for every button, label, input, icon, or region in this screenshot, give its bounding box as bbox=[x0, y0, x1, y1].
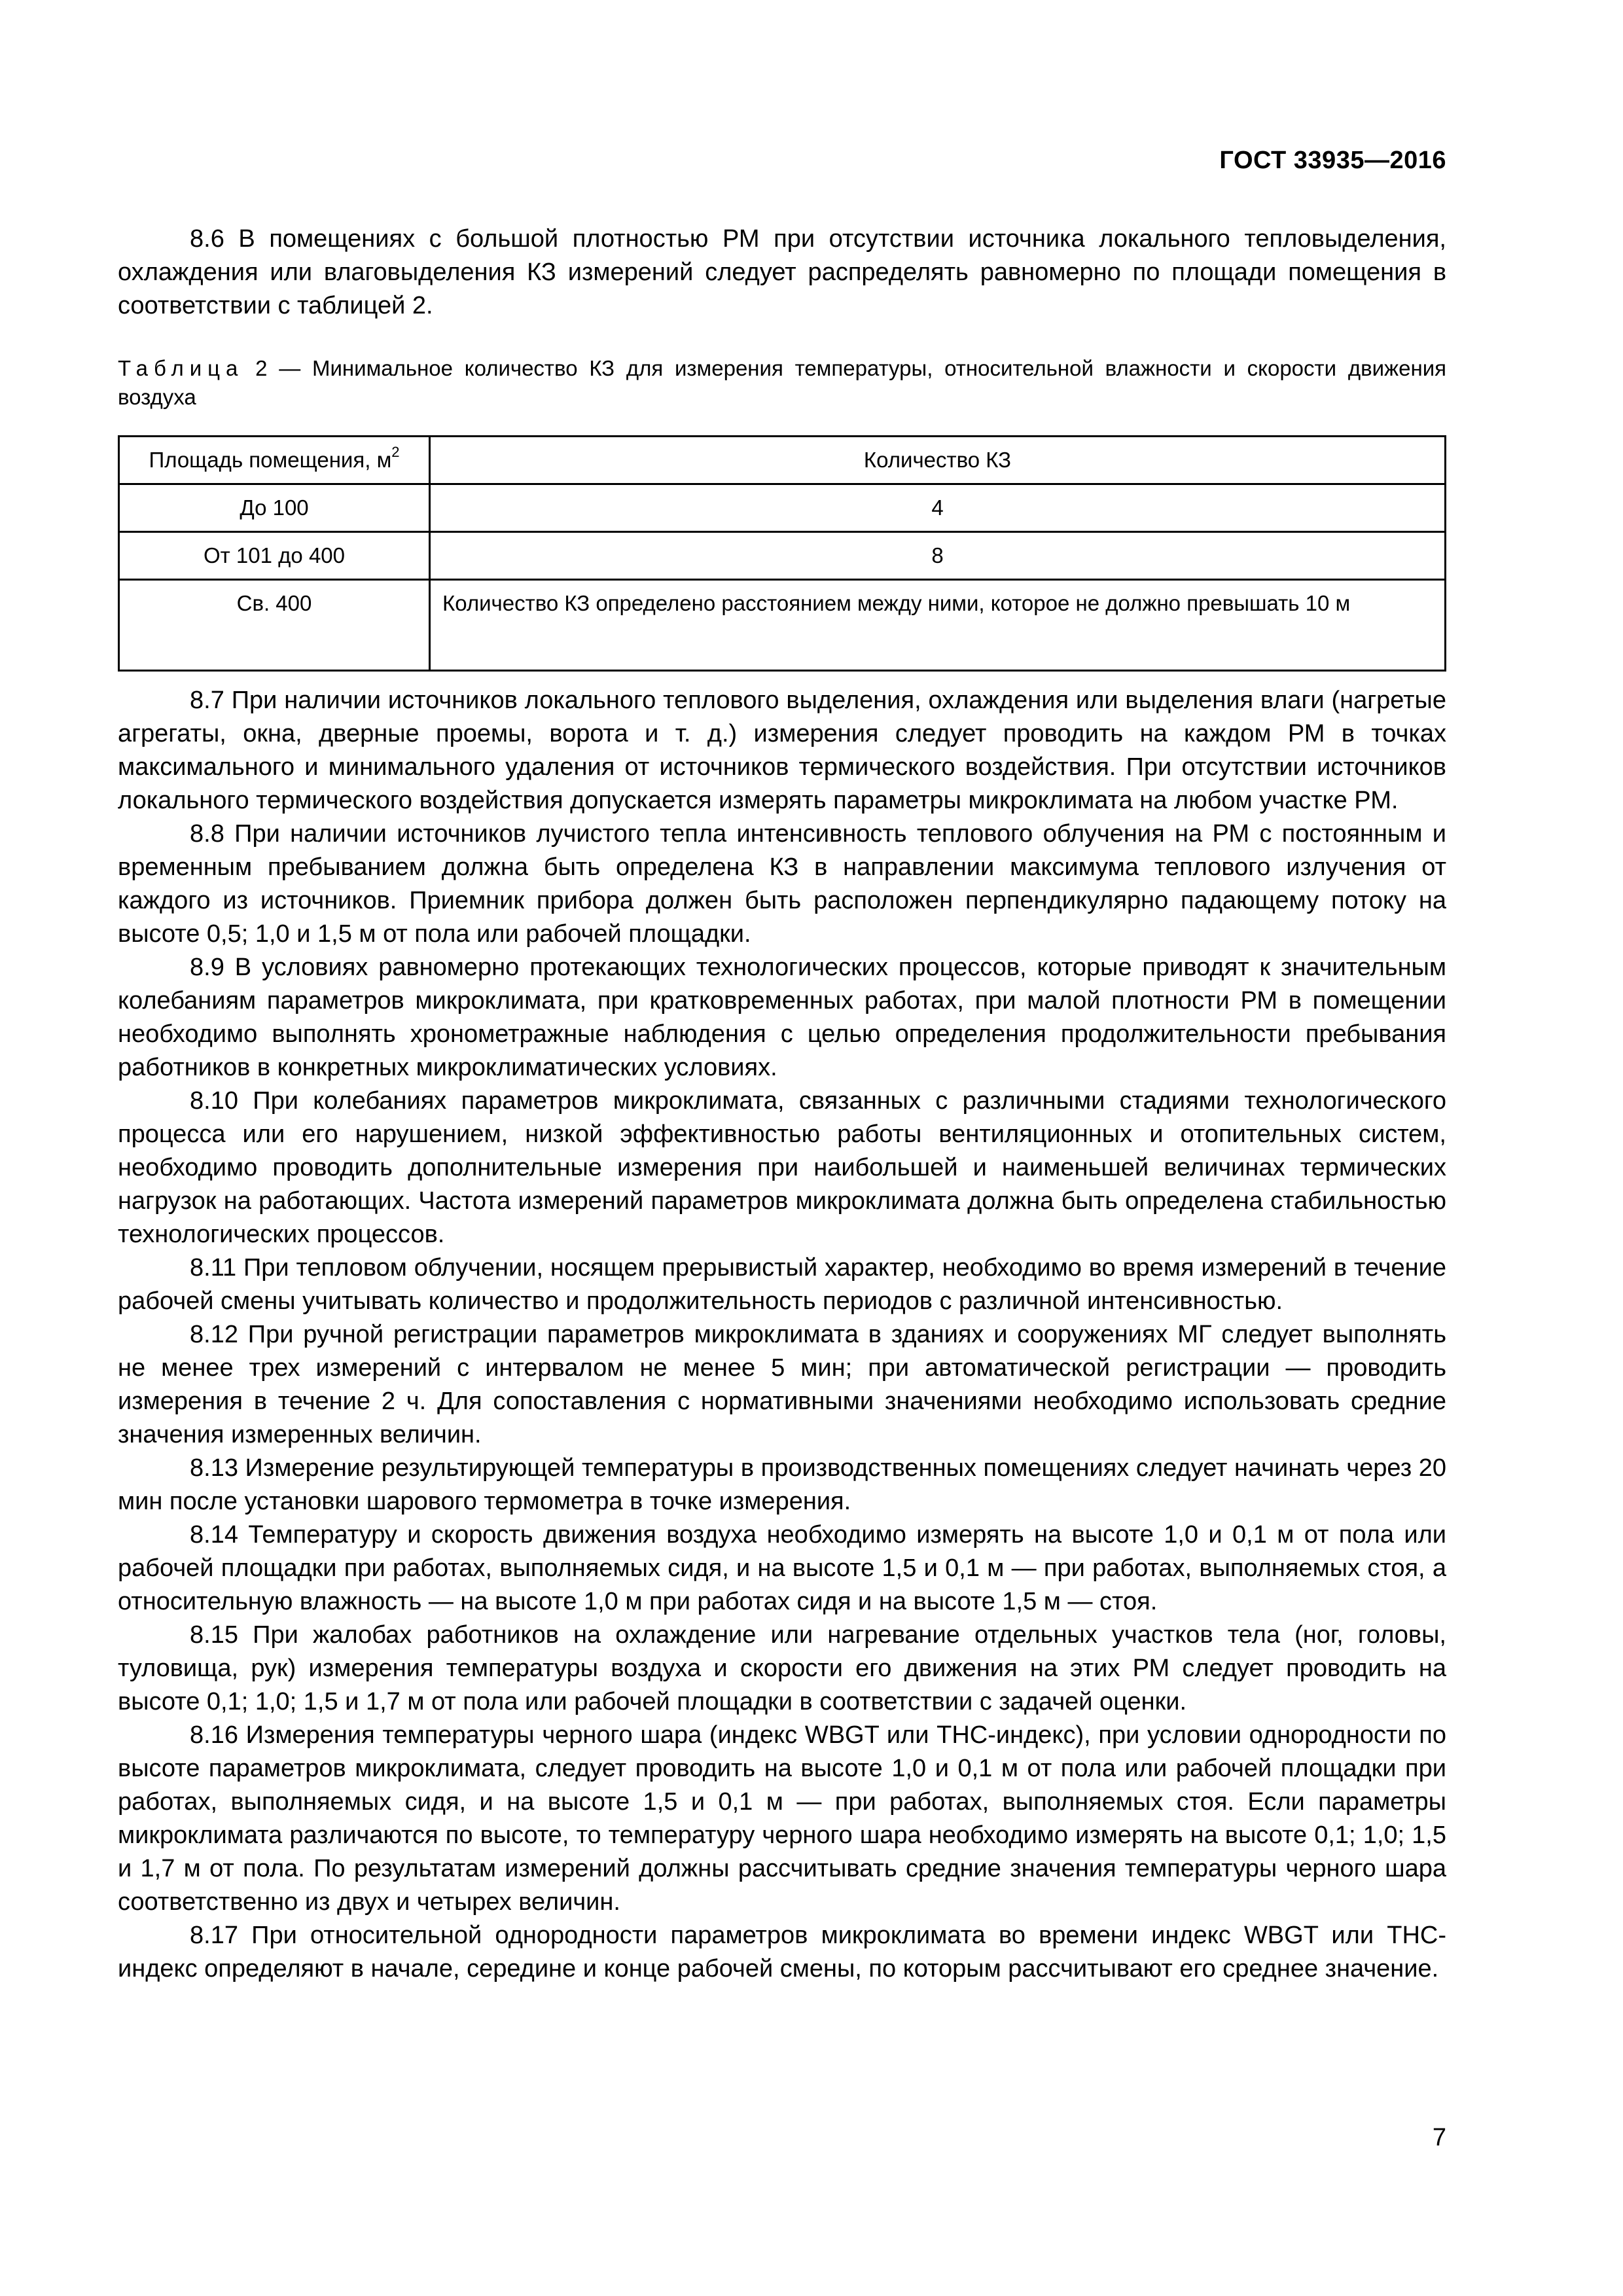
paragraph-8-9: 8.9 В условиях равномерно протекающих технологических процессов, которые приводят к значительным колебаниям параметров микроклимата, при кратковременных работах, при малой плотности РМ в помещении необходимо выполнять хронометражные наблюдения с целью определения продолжительности пребывания работников в конкретных микроклиматических условиях. bbox=[118, 954, 1446, 1081]
table-cell-count: Количество КЗ определено расстоянием между ними, которое не должно превышать 10 м bbox=[430, 580, 1446, 671]
document-header: ГОСТ 33935—2016 bbox=[1219, 147, 1446, 174]
table-caption-label: Таблица bbox=[118, 356, 244, 380]
paragraph-8-8: 8.8 При наличии источников лучистого тепла интенсивность теплового облучения на РМ с постоянным и временным пребыванием должна быть определена КЗ в направлении максимума теплового излучения от каждого из источников. Приемник прибора должен быть расположен перпендикулярно падающему потоку на высоте 0,5; 1,0 и 1,5 м от пола или рабочей площадки. bbox=[118, 820, 1446, 948]
paragraph-8-17: 8.17 При относительной однородности параметров микроклимата во времени индекс WBGT или ТНС-индекс определяют в начале, середине и конце рабочей смены, по которым рассчитывают его среднее значение. bbox=[118, 1922, 1446, 1982]
table-header-area-sup: 2 bbox=[391, 444, 400, 460]
table-caption bbox=[118, 354, 1446, 412]
page-number: 7 bbox=[1432, 2124, 1446, 2151]
table-cell-area: До 100 bbox=[119, 484, 430, 532]
paragraph-8-7: 8.7 При наличии источников локального теплового выделения, охлаждения или выделения влаги (нагретые агрегаты, окна, дверные проемы, ворота и т. д.) измерения следует проводить на каждом РМ в точках максимального и минимального удаления от источников термического воздействия. При отсутствии источников локального термического воздействия допускается измерять параметры микроклимата на любом участке РМ. bbox=[118, 687, 1446, 814]
table-cell-count: 4 bbox=[430, 484, 1446, 532]
table-row bbox=[119, 580, 1446, 671]
table-2 bbox=[118, 435, 1446, 672]
paragraph-8-13: 8.13 Измерение результирующей температуры в производственных помещениях следует начинать через 20 мин после установки шарового термометра в точке измерения. bbox=[118, 1454, 1446, 1515]
table-row bbox=[119, 484, 1446, 532]
paragraph-8-10: 8.10 При колебаниях параметров микроклимата, связанных с различными стадиями технологического процесса или его нарушением, низкой эффективностью работы вентиляционных и отопительных систем, необходимо проводить дополнительные измерения при наибольшей и наименьшей величинах термических нагрузок на работающих. Частота измерений параметров микроклимата должна быть определена стабильностью технологических процессов. bbox=[118, 1087, 1446, 1248]
table-cell-area: От 101 до 400 bbox=[119, 532, 430, 580]
table-cell-count: 8 bbox=[430, 532, 1446, 580]
table-header-area bbox=[119, 437, 430, 484]
table-header-row bbox=[119, 437, 1446, 484]
table-row bbox=[119, 532, 1446, 580]
paragraph-8-6: 8.6 В помещениях с большой плотностью РМ при отсутствии источника локального тепловыделения, охлаждения или влаговыделения КЗ измерений следует распределять равномерно по площади помещения в соответствии с таблицей 2. bbox=[118, 225, 1446, 319]
paragraph-8-12: 8.12 При ручной регистрации параметров микроклимата в зданиях и сооружениях МГ следует выполнять не менее трех измерений с интервалом не менее 5 мин; при автоматической регистрации — проводить измерения в течение 2 ч. Для сопоставления с нормативными значениями необходимо использовать средние значения измеренных величин. bbox=[118, 1321, 1446, 1448]
body-text bbox=[118, 684, 1446, 1986]
paragraph-8-11: 8.11 При тепловом облучении, носящем прерывистый характер, необходимо во время измерений в течение рабочей смены учитывать количество и продолжительность периодов с различной интенсивностью. bbox=[118, 1254, 1446, 1315]
paragraph-8-16: 8.16 Измерения температуры черного шара (индекс WBGT или ТНС-индекс), при условии однородности по высоте параметров микроклимата, следует проводить на высоте 1,0 и 0,1 м от пола или рабочей площадки при работах, выполняемых сидя, и на высоте 1,5 и 0,1 м — при работах, выполняемых стоя. Если параметры микроклимата различаются по высоте, то температуру черного шара необходимо измерять на высоте 0,1; 1,0; 1,5 и 1,7 м от пола. По результатам измерений должны рассчитывать средние значения температуры черного шара соответственно из двух и четырех величин. bbox=[118, 1721, 1446, 1916]
table-header-count: Количество КЗ bbox=[430, 437, 1446, 484]
table-cell-area: Св. 400 bbox=[119, 580, 430, 671]
paragraph-8-15: 8.15 При жалобах работников на охлаждение или нагревание отдельных участков тела (ног, головы, туловища, рук) измерения температуры воздуха и скорости его движения на этих РМ следует проводить на высоте 0,1; 1,0; 1,5 и 1,7 м от пола или рабочей площадки в соответствии с задачей оценки. bbox=[118, 1621, 1446, 1715]
table-header-area-text: Площадь помещения, м bbox=[149, 448, 392, 472]
table-caption-text: 2 — Минимальное количество КЗ для измерения температуры, относительной влажности и скорости движения воздуха bbox=[118, 356, 1447, 409]
paragraph-8-14: 8.14 Температуру и скорость движения воздуха необходимо измерять на высоте 1,0 и 0,1 м от пола или рабочей площадки при работах, выполняемых сидя, и на высоте 1,5 и 0,1 м — при работах, выполняемых стоя, а относительную влажность — на высоте 1,0 м при работах сидя и на высоте 1,5 м — стоя. bbox=[118, 1521, 1446, 1615]
